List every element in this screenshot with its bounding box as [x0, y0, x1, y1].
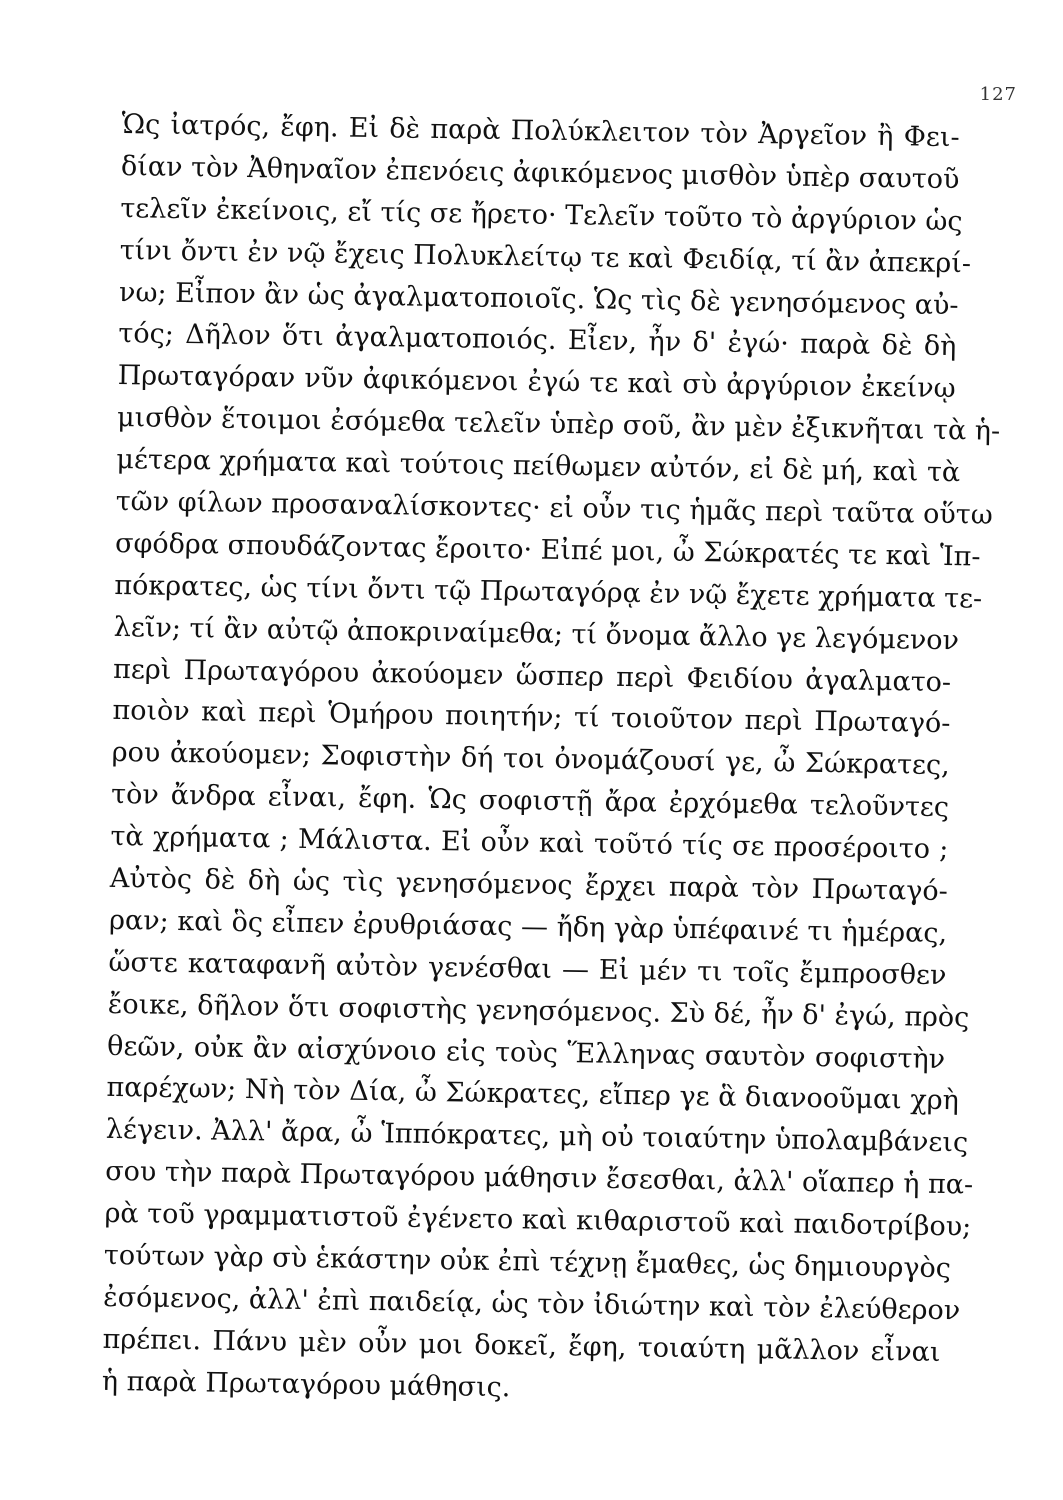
text-line: σφόδρα σπουδάζοντας ἔροιτο· Εἰπέ μοι, ὦ Σώκρατές τε καὶ Ἱπ-	[114, 527, 981, 573]
text-line: νω; Εἶπον ἂν ὡς ἀγαλματοποιοῖς. Ὡς τὶς δὲ γενησόμενος αὐ-	[118, 276, 959, 321]
text-line: ὥστε καταφανῆ αὐτὸν γενέσθαι — Εἰ μέν τι τοῖς ἔμπροσθεν	[108, 946, 947, 991]
text-line: τὰ χρήματα ; Μάλιστα. Εἰ οὖν καὶ τοῦτό τίς σε προσέροιτο ;	[110, 821, 949, 866]
text-line: λεῖν; τί ἂν αὐτῷ ἀποκριναίμεθα; τί ὄνομα ἄλλο γε λεγόμενον	[113, 611, 960, 656]
text-line: Ὡς ἰατρός, ἔφη. Εἰ δὲ παρὰ Πολύκλειτον τὸν Ἀργεῖον ἢ Φει-	[121, 108, 960, 154]
text-line: τελεῖν ἐκείνοις, εἴ τίς σε ἤρετο· Τελεῖν τοῦτο τὸ ἀργύριον ὡς	[120, 192, 963, 237]
text-line: τὸν ἄνδρα εἶναι, ἔφη. Ὡς σοφιστῇ ἄρα ἐρχόμεθα τελοῦντες	[110, 779, 950, 824]
text-line: ἐσόμενος, ἀλλ' ἐπὶ παιδείᾳ, ὡς τὸν ἰδιώτην καὶ τὸν ἐλεύθερον	[103, 1281, 961, 1327]
greek-text-body	[101, 104, 1001, 1416]
text-line: δίαν τὸν Ἀθηναῖον ἐπενόεις ἀφικόμενος μισθὸν ὑπὲρ σαυτοῦ	[120, 150, 960, 196]
text-line: θεῶν, οὐκ ἂν αἰσχύνοιο εἰς τοὺς Ἕλληνας σαυτὸν σοφιστὴν	[106, 1030, 946, 1075]
text-line: περὶ Πρωταγόρου ἀκούομεν ὥσπερ περὶ Φειδίου ἀγαλματο-	[112, 653, 952, 698]
text-line: ρὰ τοῦ γραμματιστοῦ ἐγένετο καὶ κιθαριστοῦ καὶ παιδοτρίβου;	[104, 1198, 972, 1243]
page-number: 127	[979, 84, 1017, 105]
text-line: ρου ἀκούομεν; Σοφιστὴν δή τοι ὀνομάζουσί γε, ὦ Σώκρατες,	[111, 737, 950, 782]
text-line: πρέπει. Πάνυ μὲν οὖν μοι δοκεῖ, ἔφη, τοιαύτη μᾶλλον εἶναι	[102, 1323, 941, 1368]
text-line: μισθὸν ἕτοιμοι ἐσόμεθα τελεῖν ὑπὲρ σοῦ, ἂν μὲν ἐξικνῆται τὰ ἡ-	[116, 402, 1001, 448]
text-line: σου τὴν παρὰ Πρωταγόρου μάθησιν ἔσεσθαι, ἀλλ' οἵαπερ ἡ πα-	[104, 1156, 974, 1201]
text-line: τός; Δῆλον ὅτι ἀγαλματοποιός. Εἶεν, ἦν δ' ἐγώ· παρὰ δὲ δὴ	[118, 318, 957, 363]
text-line: πόκρατες, ὡς τίνι ὄντι τῷ Πρωταγόρᾳ ἐν νῷ ἔχετε χρήματα τε-	[114, 569, 983, 615]
text-line: τίνι ὄντι ἐν νῷ ἔχεις Πολυκλείτῳ τε καὶ Φειδίᾳ, τί ἂν ἀπεκρί-	[119, 234, 972, 280]
text-line: Πρωταγόραν νῦν ἀφικόμενοι ἐγώ τε καὶ σὺ ἀργύριον ἐκείνῳ	[117, 360, 956, 405]
text-line: τούτων γὰρ σὺ ἑκάστην οὐκ ἐπὶ τέχνῃ ἔμαθες, ὡς δημιουργὸς	[103, 1239, 952, 1285]
text-line: παρέχων; Νὴ τὸν Δία, ὦ Σώκρατες, εἴπερ γε ἃ διανοοῦμαι χρὴ	[106, 1072, 960, 1117]
text-line: ἔοικε, δῆλον ὅτι σοφιστὴς γενησόμενος. Σὺ δέ, ἦν δ' ἐγώ, πρὸς	[107, 988, 970, 1034]
text-line: ποιὸν καὶ περὶ Ὁμήρου ποιητήν; τί τοιοῦτον περὶ Πρωταγό-	[112, 695, 951, 740]
text-line: τῶν φίλων προσαναλίσκοντες· εἰ οὖν τις ἡμᾶς περὶ ταῦτα οὕτω	[115, 485, 993, 531]
text-line: ἡ παρὰ Πρωταγόρου μάθησις.	[101, 1365, 511, 1403]
text-line: ραν; καὶ ὃς εἶπεν ἐρυθριάσας — ἤδη γὰρ ὑπέφαινέ τι ἡμέρας,	[108, 904, 948, 949]
text-line: Αὐτὸς δὲ δὴ ὡς τὶς γενησόμενος ἔρχει παρὰ τὸν Πρωταγό-	[109, 862, 948, 908]
text-line: λέγειν. Ἀλλ' ἄρα, ὦ Ἱππόκρατες, μὴ οὐ τοιαύτην ὑπολαμβάνεις	[105, 1114, 969, 1159]
text-line: μέτερα χρήματα καὶ τούτοις πείθωμεν αὐτόν, εἰ δὲ μή, καὶ τὰ	[116, 444, 961, 489]
